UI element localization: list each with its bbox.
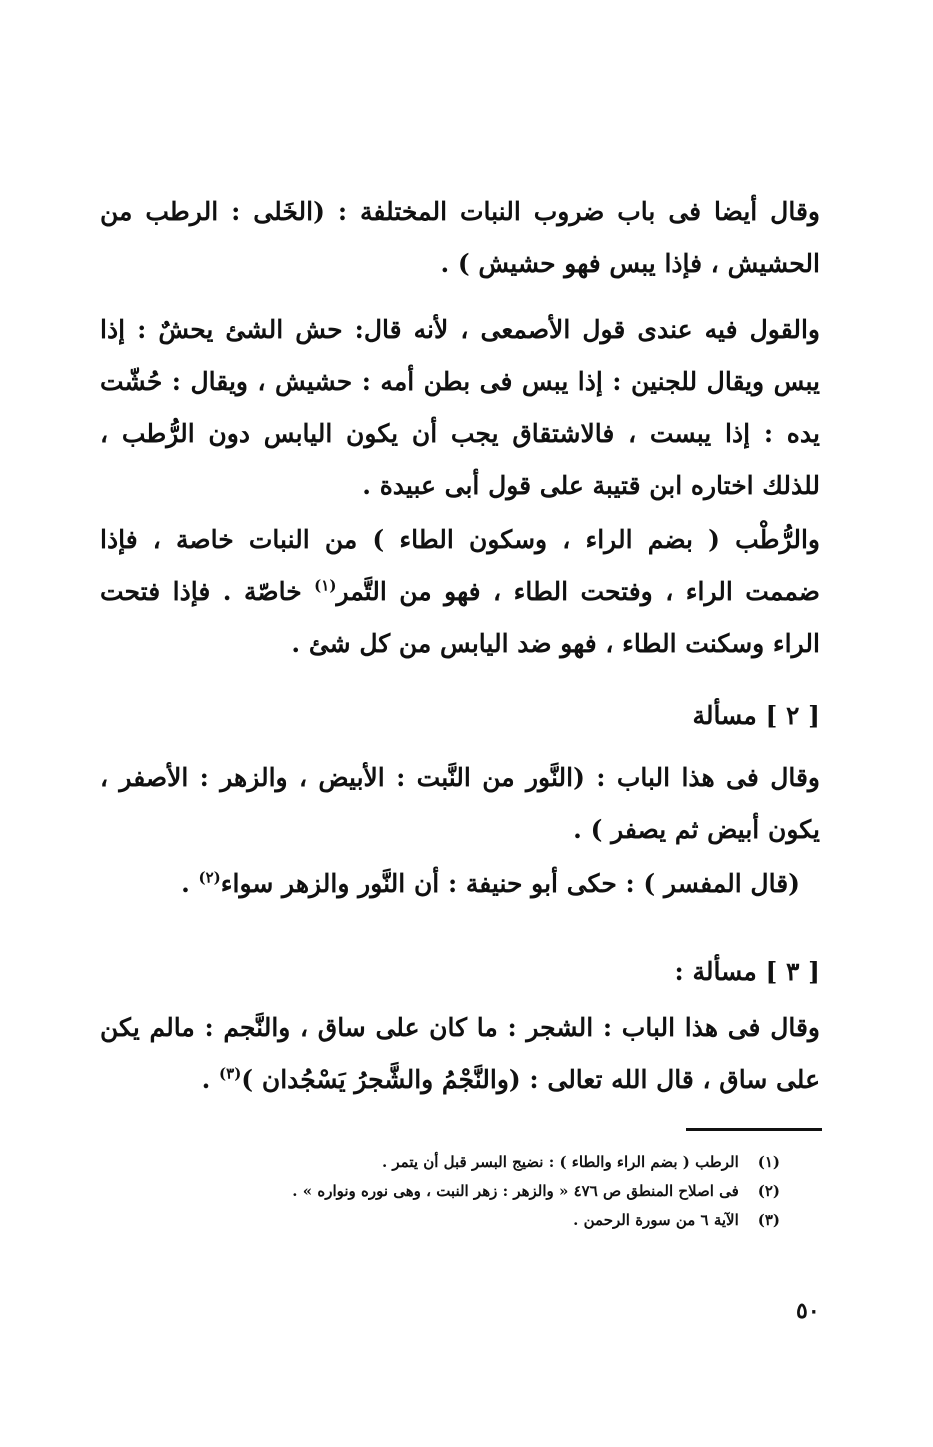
paragraph-1-text: وقال أيضا فى باب ضروب النبات المختلفة : (الخَلى : الرطب من الحشيش ، فإذا يبس فهو حشيش ) . [100,197,820,278]
paragraph-3-text-start: والرُّطْب ( بضم الراء ، وسكون الطاء ) من النبات خاصة ، فإذا ضممت الراء ، وفتحت الطاء ، فهو من التَّمر [100,525,820,606]
footnote-2-number: (٢) [757,1182,780,1200]
footnote-3-number: (٣) [757,1211,780,1229]
footnote-separator [686,1128,822,1131]
section-heading-2: [ ٢ ] مسألة [692,701,820,730]
footnote-ref-2: (٢) [198,868,221,887]
paragraph-5-inner [100,858,820,910]
paragraph-3 [100,514,820,670]
footnote-3-text: الآية ٦ من سورة الرحمن . [573,1211,739,1229]
paragraph-2 [100,304,820,512]
section-heading-3: [ ٣ ] مسألة : [674,957,820,986]
footnote-3 [180,1206,780,1235]
paragraph-6 [100,1002,820,1106]
paragraph-2-text: والقول فيه عندى قول الأصمعى ، لأنه قال: حش الشئ يحشٌ : إذا يبس ويقال للجنين : إذا يبس فى بطن أمه : حشيش ، ويقال : حُشّت يده : إذا يبست ، فالاشتقاق يجب أن يكون اليابس دون الرُّطب ، للذلك اختاره ابن قتيبة على قول أبى عبيدة . [100,315,820,500]
footnote-1 [180,1148,780,1177]
paragraph-4 [100,752,820,856]
paragraph-5 [100,858,820,910]
paragraph-1 [100,186,820,290]
footnotes [180,1148,780,1235]
page-number: ٥٠ [796,1298,820,1324]
paragraph-5-text-start: (قال المفسر ) : حكى أبو حنيفة : أن النَّور والزهر سواء [220,869,800,898]
footnote-1-text: الرطب ( بضم الراء والطاء ) : نضيج البسر قبل أن يتمر . [381,1153,739,1171]
footnote-2-text: فى اصلاح المنطق ص ٤٧٦ « والزهر : زهر النبت ، وهى نوره ونواره » . [292,1182,739,1200]
paragraph-4-text: وقال فى هذا الباب : (النَّور من النَّبت : الأبيض ، والزهر : الأصفر ، يكون أبيض ثم يصفر ) . [100,763,820,844]
footnote-2 [180,1177,780,1206]
paragraph-5-text-end: . [181,869,199,898]
footnote-1-number: (١) [757,1153,780,1171]
footnote-ref-1: (١) [314,576,337,595]
footnote-ref-3: (٣) [219,1064,242,1083]
paragraph-6-text-end: . [201,1065,220,1094]
paragraph-6-text-start: وقال فى هذا الباب : الشجر : ما كان على ساق ، والنَّجم : مالم يكن على ساق ، قال الله تعالى : (والنَّجْمُ والشَّجرُ يَسْجُدان ) [100,1013,820,1094]
paragraph-3-text-end: خاصّة . فإذا فتحت الراء وسكنت الطاء ، فهو ضد اليابس من كل شئ . [100,577,820,658]
